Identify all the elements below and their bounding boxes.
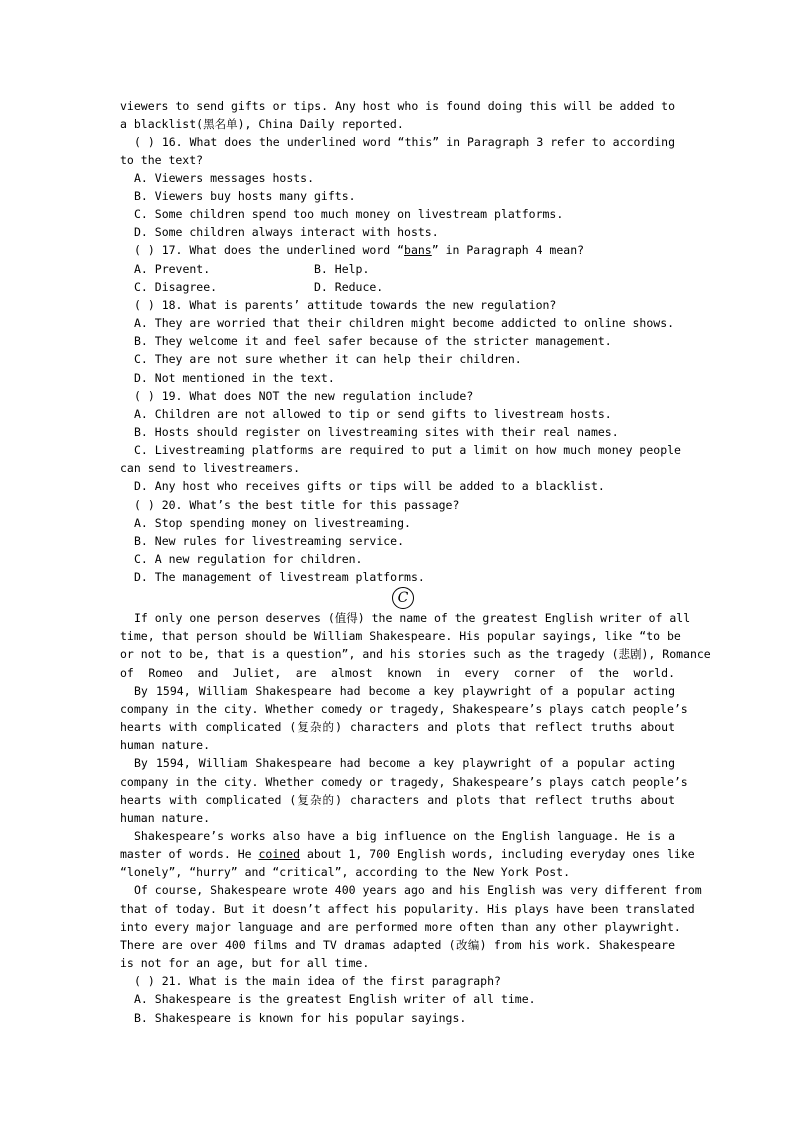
question-18-stem: ( ) 18. What is parents’ attitude towards the new regulation? xyxy=(134,298,557,312)
question-17-stem-post: ” in Paragraph 4 mean? xyxy=(431,243,585,257)
option-17-c: C. Disagree. xyxy=(134,280,218,294)
section-c-marker: C xyxy=(392,587,414,609)
passage-line: Shakespeare’s works also have a big influence on the English language. He is a xyxy=(134,829,675,843)
question-17-stem-pre: ( ) 17. What does the underlined word “ xyxy=(134,243,405,257)
option-18-c: C. They are not sure whether it can help their children. xyxy=(134,352,522,366)
option-18-a: A. They are worried that their children might become addicted to online shows. xyxy=(134,316,675,330)
option-20-c: C. A new regulation for children. xyxy=(134,552,363,566)
option-19-b: B. Hosts should register on livestreaming sites with their real names. xyxy=(134,425,619,439)
option-16-c: C. Some children spend too much money on livestream platforms. xyxy=(134,207,564,221)
passage-line: hearts with complicated (复杂的) characters and plots that reflect truths about xyxy=(120,720,675,734)
question-16-stem-cont: to the text? xyxy=(120,153,204,167)
passage-line: time, that person should be William Shakespeare. His popular sayings, like “to be xyxy=(120,629,681,643)
question-21-stem: ( ) 21. What is the main idea of the first paragraph? xyxy=(134,974,501,988)
passage-line: company in the city. Whether comedy or tragedy, Shakespeare’s plays catch people’s xyxy=(120,702,688,716)
text-line: viewers to send gifts or tips. Any host who is found doing this will be added to xyxy=(120,99,675,113)
option-20-b: B. New rules for livestreaming service. xyxy=(134,534,405,548)
option-16-a: A. Viewers messages hosts. xyxy=(134,171,315,185)
passage-line: or not to be, that is a question”, and his stories such as the tragedy (悲剧), Romance xyxy=(120,647,711,661)
option-19-c-cont: can send to livestreamers. xyxy=(120,461,301,475)
passage-line: company in the city. Whether comedy or tragedy, Shakespeare’s plays catch people’s xyxy=(120,775,688,789)
passage-line: that of today. But it doesn’t affect his popularity. His plays have been translated xyxy=(120,902,695,916)
passage-text: master of words. He xyxy=(120,847,259,861)
option-17-b: B. Help. xyxy=(314,262,370,276)
passage-line: hearts with complicated (复杂的) characters and plots that reflect truths about xyxy=(120,793,675,807)
option-21-b: B. Shakespeare is known for his popular sayings. xyxy=(134,1011,467,1025)
option-18-d: D. Not mentioned in the text. xyxy=(134,371,335,385)
option-21-a: A. Shakespeare is the greatest English writer of all time. xyxy=(134,992,536,1006)
underlined-word-coined: coined xyxy=(258,847,301,861)
passage-line: Of course, Shakespeare wrote 400 years ago and his English was very different from xyxy=(134,883,702,897)
passage-line: human nature. xyxy=(120,738,211,752)
option-17-a: A. Prevent. xyxy=(134,262,211,276)
passage-line xyxy=(120,845,695,863)
option-18-b: B. They welcome it and feel safer because of the stricter management. xyxy=(134,334,612,348)
option-16-b: B. Viewers buy hosts many gifts. xyxy=(134,189,356,203)
option-19-a: A. Children are not allowed to tip or send gifts to livestream hosts. xyxy=(134,407,612,421)
passage-line: By 1594, William Shakespeare had become a key playwright of a popular acting xyxy=(134,756,675,770)
passage-line: human nature. xyxy=(120,811,211,825)
question-20-stem: ( ) 20. What’s the best title for this passage? xyxy=(134,498,460,512)
option-20-a: A. Stop spending money on livestreaming. xyxy=(134,516,411,530)
text-line: a blacklist(黑名单), China Daily reported. xyxy=(120,117,404,131)
question-19-stem: ( ) 19. What does NOT the new regulation include? xyxy=(134,389,474,403)
passage-line: There are over 400 films and TV dramas adapted (改编) from his work. Shakespeare xyxy=(120,938,675,952)
passage-line: “lonely”, “hurry” and “critical”, according to the New York Post. xyxy=(120,865,571,879)
question-17-stem xyxy=(134,241,675,259)
passage-text: about 1, 700 English words, including everyday ones like xyxy=(300,847,695,861)
option-17-d: D. Reduce. xyxy=(314,280,384,294)
passage-line: If only one person deserves (值得) the name of the greatest English writer of all xyxy=(134,611,691,625)
passage-line: of Romeo and Juliet, are almost known in every corner of the world. xyxy=(120,666,675,680)
option-20-d: D. The management of livestream platforms. xyxy=(134,570,425,584)
underlined-word-bans: bans xyxy=(404,243,432,257)
question-16-stem: ( ) 16. What does the underlined word “this” in Paragraph 3 refer to according xyxy=(134,135,675,149)
option-19-c: C. Livestreaming platforms are required to put a limit on how much money people xyxy=(134,443,681,457)
passage-line: is not for an age, but for all time. xyxy=(120,956,370,970)
passage-line: into every major language and are performed more often than any other playwright. xyxy=(120,920,681,934)
option-16-d: D. Some children always interact with hosts. xyxy=(134,225,439,239)
passage-line: By 1594, William Shakespeare had become a key playwright of a popular acting xyxy=(134,684,675,698)
option-19-d: D. Any host who receives gifts or tips will be added to a blacklist. xyxy=(134,479,605,493)
